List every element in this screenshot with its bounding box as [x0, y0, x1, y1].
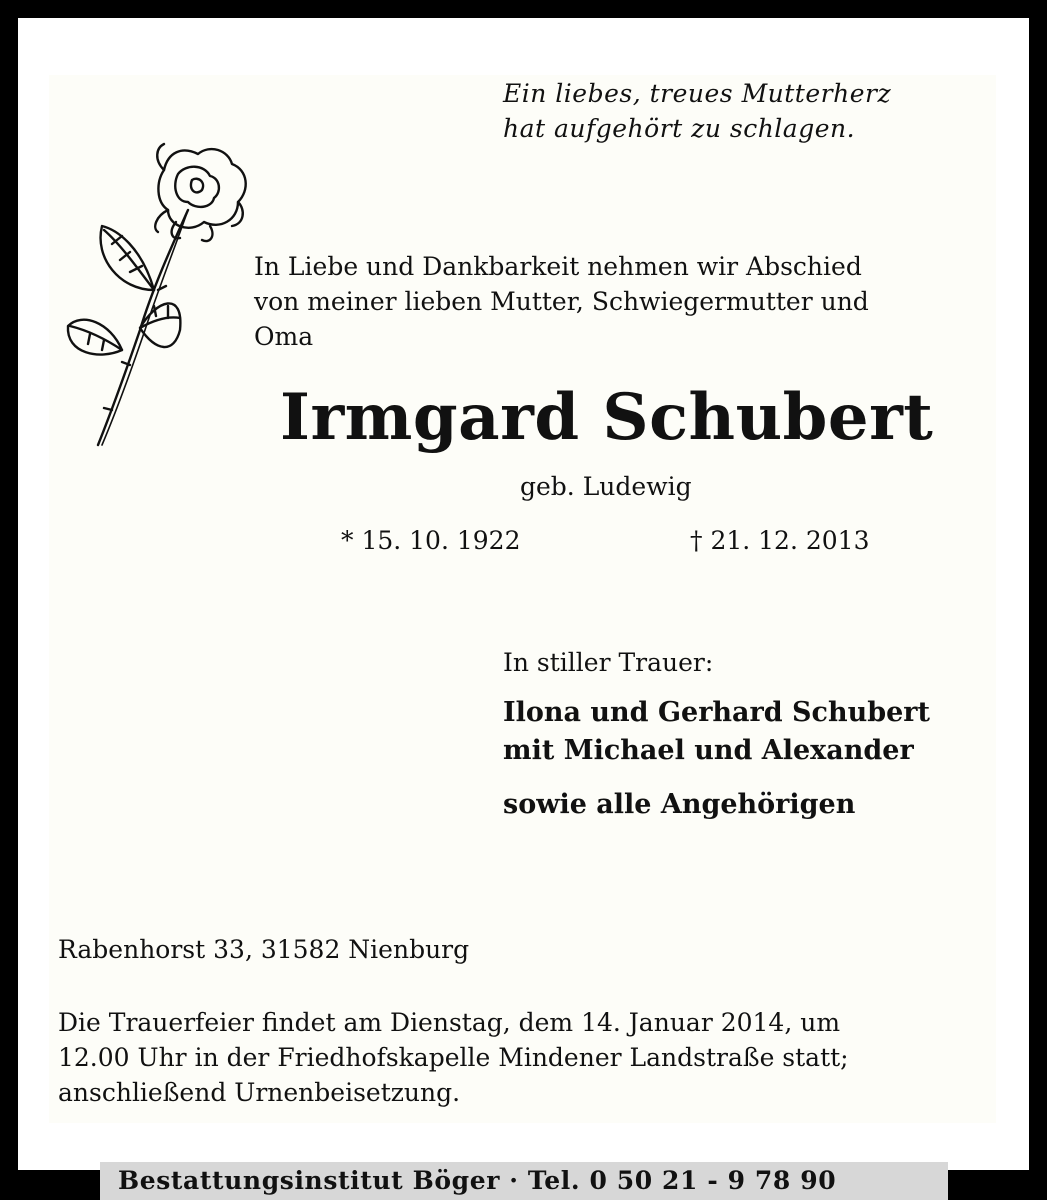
ceremony-line-2: 12.00 Uhr in der Friedhofskapelle Mindener Landstraße statt; — [58, 1043, 849, 1072]
address: Rabenhorst 33, 31582 Nienburg — [58, 935, 470, 964]
funeral-home-footer: Bestattungsinstitut Böger · Tel. 0 50 21 - 9 78 90 — [118, 1166, 837, 1195]
ceremony-line-1: Die Trauerfeier findet am Dienstag, dem 14. Januar 2014, um — [58, 1008, 841, 1037]
mourners-line-1: Ilona und Gerhard Schubert — [503, 697, 931, 728]
death-date: † 21. 12. 2013 — [690, 526, 870, 555]
relatives: sowie alle Angehörigen — [503, 789, 856, 820]
mourners-line-2: mit Michael und Alexander — [503, 735, 914, 766]
ceremony-line-3: anschließend Urnenbeisetzung. — [58, 1078, 461, 1107]
intro-line-1: In Liebe und Dankbarkeit nehmen wir Abschied — [254, 252, 862, 281]
mourning-label: In stiller Trauer: — [503, 648, 714, 677]
motto-line-1: Ein liebes, treues Mutterherz — [503, 79, 892, 108]
intro-line-3: Oma — [254, 322, 314, 351]
motto-line-2: hat aufgehört zu schlagen. — [503, 114, 856, 143]
intro-text — [254, 249, 869, 354]
birth-date: * 15. 10. 1922 — [341, 526, 521, 555]
mourners — [503, 694, 930, 770]
rose-drawing-icon — [60, 140, 260, 450]
intro-line-2: von meiner lieben Mutter, Schwiegermutter und — [254, 287, 869, 316]
birth-name: geb. Ludewig — [520, 472, 692, 501]
deceased-name: Irmgard Schubert — [280, 380, 934, 455]
motto — [503, 76, 891, 146]
ceremony-info — [58, 1005, 849, 1110]
